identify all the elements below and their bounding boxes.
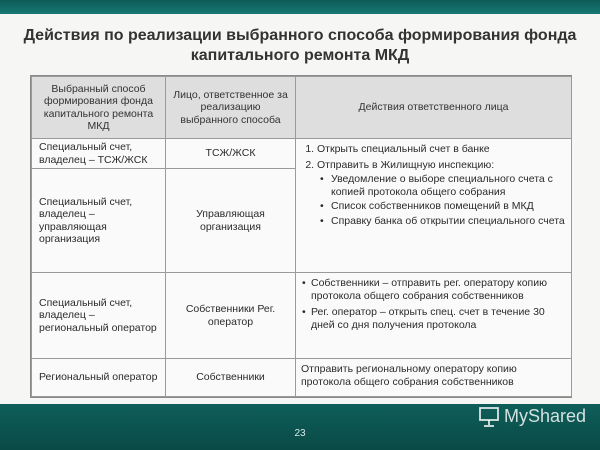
row2-responsible: Управляющая организация [166, 169, 296, 273]
page-number: 23 [294, 428, 306, 439]
row3-responsible: Собственники Рег. оператор [166, 273, 296, 359]
presentation-board-icon [478, 405, 500, 427]
page-title: Действия по реализации выбранного способа формирования фонда капитального ремонта МКД [23, 27, 577, 64]
header-actions: Действия ответственного лица [296, 77, 572, 139]
watermark-text: MyShared [503, 405, 586, 426]
row1-responsible: ТСЖ/ЖСК [166, 139, 296, 169]
action-bullet: • Собственники – отправить рег. оператору копию протокола общего собрания собственников [311, 277, 566, 302]
table-row [32, 359, 572, 397]
action-bullet: • Рег. оператор – открыть спец. счет в течение 30 дней со дня получения протокола [311, 306, 566, 331]
row4-method: Региональный оператор [32, 359, 166, 397]
actions-table [30, 75, 572, 398]
row4-action: Отправить региональному оператору копию протокола общего собрания собственников [296, 359, 572, 397]
top-band [0, 0, 600, 14]
inspection-doc-item: • Справку банка об открытии специального счета [331, 215, 566, 228]
table-header-row [32, 77, 572, 139]
row3-method: Специальный счет, владелец – региональный оператор [32, 273, 166, 359]
table-row [32, 139, 572, 169]
watermark [478, 405, 586, 427]
row3-actions [296, 273, 572, 359]
row4-responsible: Собственники [166, 359, 296, 397]
action-item-1: 1. Открыть специальный счет в банке [317, 143, 566, 156]
inspection-doc-item: • Уведомление о выборе специального счета с копией протокола общего собрания [331, 173, 566, 198]
table-row [32, 273, 572, 359]
action-item-2 [317, 159, 566, 228]
action-item-2-intro: Отправить в Жилищную инспекцию: [317, 158, 495, 171]
header-method: Выбранный способ формирования фонда капитального ремонта МКД [32, 77, 166, 139]
inspection-doc-item: • Список собственников помещений в МКД [331, 200, 566, 213]
header-responsible: Лицо, ответственное за реализацию выбранного способа [166, 77, 296, 139]
row1-method: Специальный счет, владелец – ТСЖ/ЖСК [32, 139, 166, 169]
actions-cell-1-2 [296, 139, 572, 273]
row2-method: Специальный счет, владелец – управляющая организация [32, 169, 166, 273]
